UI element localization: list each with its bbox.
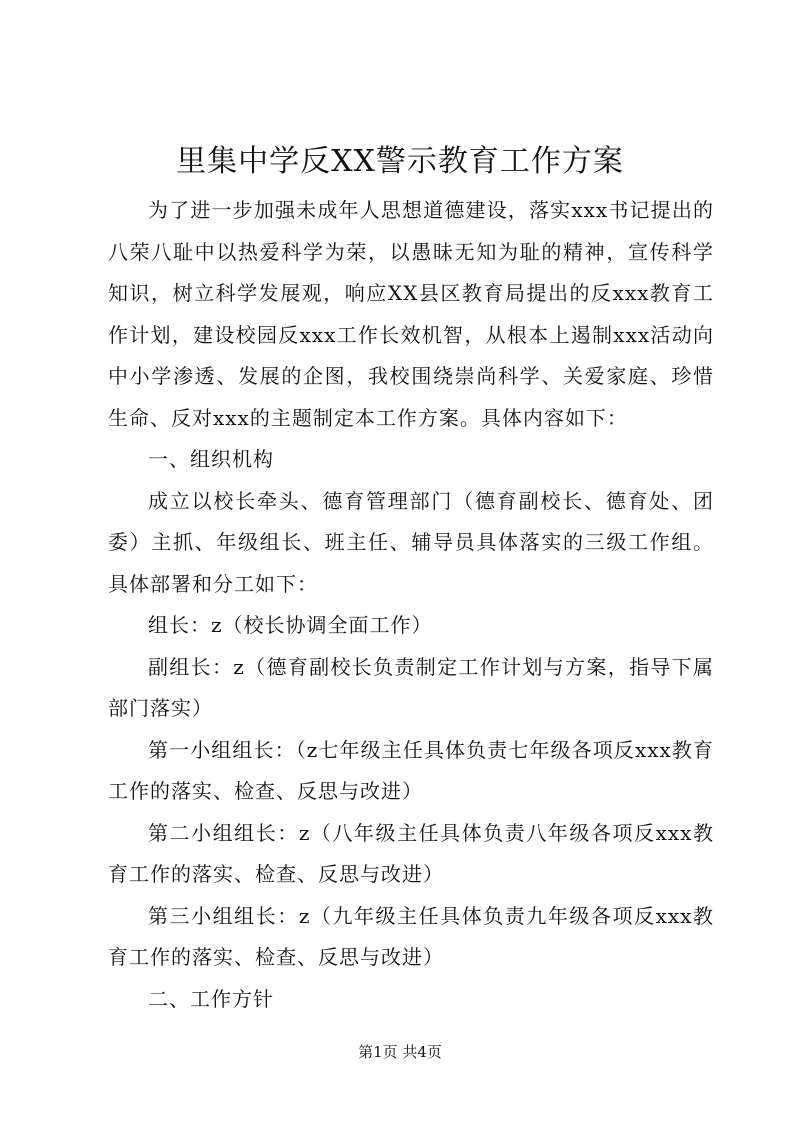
paragraph-leader: 组长：z（校长协调全面工作） (148, 613, 433, 637)
paragraph-deputy-leader: 副组长：z（德育副校长负责制定工作计划与方案，指导下属部门落实） (108, 654, 714, 720)
paragraph-organization: 成立以校长牵头、德育管理部门（德育副校长、德育处、团委）主抓、年级组长、班主任、辅导员具体落实的三级工作组。具体部署和分工如下： (108, 488, 714, 596)
document-title: 里集中学反XX警示教育工作方案 (176, 144, 624, 179)
paragraph-group-one: 第一小组组长：（z七年级主任具体负责七年级各项反xxx教育工作的落实、检查、反思与改进） (108, 737, 714, 803)
document-body (108, 190, 714, 1020)
paragraph-group-two: 第二小组组长：z（八年级主任具体负责八年级各项反xxx教育工作的落实、检查、反思与改进） (108, 820, 714, 886)
paragraph-group-three: 第三小组组长：z（九年级主任具体负责九年级各项反xxx教育工作的落实、检查、反思与改进） (108, 903, 714, 969)
page-number-footer: 第1页 共4页 (358, 1043, 442, 1061)
paragraph-intro: 为了进一步加强未成年人思想道德建设，落实xxx书记提出的八荣八耻中以热爱科学为荣，以愚昧无知为耻的精神，宣传科学知识，树立科学发展观，响应XX县区教育局提出的反xxx教育工作计划，建设校园反xxx工作长效机智，从根本上遏制xxx活动向中小学渗透、发展的企图，我校围绕崇尚科学、关爱家庭、珍惜生命、反对xxx的主题制定本工作方案。具体内容如下： (108, 198, 714, 430)
section-heading-guidelines: 二、工作方针 (148, 986, 274, 1011)
section-heading-organization: 一、组织机构 (148, 447, 274, 471)
